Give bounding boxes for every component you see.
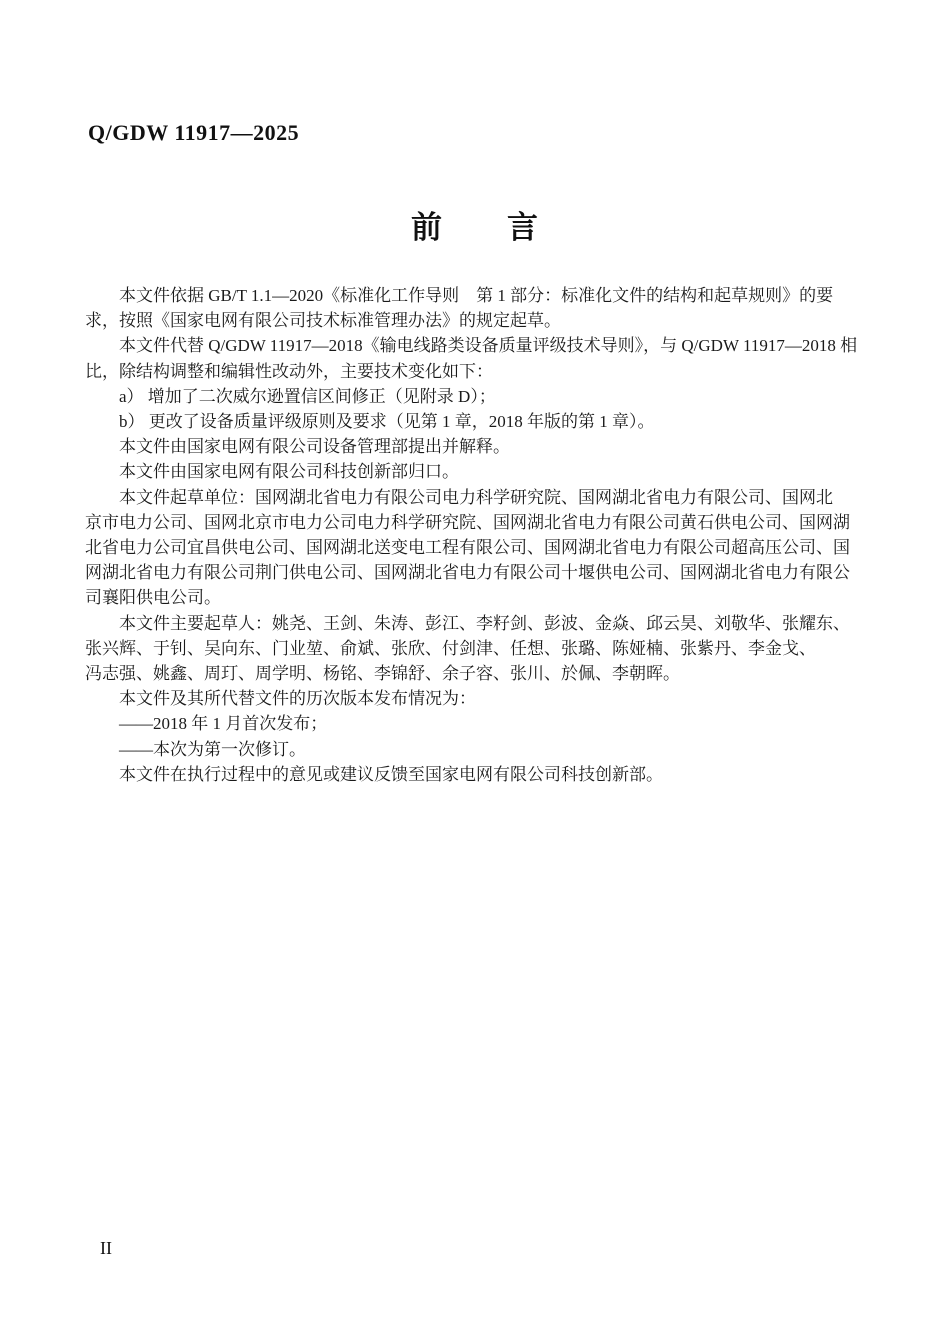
body-line-history: 本文件及其所代替文件的历次版本发布情况为：	[85, 689, 476, 709]
body-line: 本文件由国家电网有限公司科技创新部归口。	[85, 462, 459, 482]
foreword-title: 前 言	[411, 210, 539, 245]
page-number: II	[100, 1238, 112, 1258]
body-line: 本文件由国家电网有限公司设备管理部提出并解释。	[85, 437, 510, 457]
body-line-drafting-units: 本文件起草单位：国网湖北省电力有限公司电力科学研究院、国网湖北省电力有限公司、国网北	[85, 487, 833, 507]
body-line-drafting-units: 网湖北省电力有限公司荆门供电公司、国网湖北省电力有限公司十堰供电公司、国网湖北省电力有限公	[85, 563, 850, 583]
body-line-drafting-units: 北省电力公司宜昌供电公司、国网湖北送变电工程有限公司、国网湖北省电力有限公司超高压公司、国	[85, 538, 850, 558]
body-line-history: ——本次为第一次修订。	[85, 739, 306, 759]
foreword-body	[85, 283, 867, 787]
body-line-change-a: a） 增加了二次威尔逊置信区间修正（见附录 D）；	[85, 386, 496, 406]
body-line-drafters: 张兴辉、于钊、吴向东、门业堃、俞斌、张欣、付剑津、任想、张璐、陈娅楠、张紫丹、李金戈、	[85, 638, 816, 658]
body-line: 比，除结构调整和编辑性改动外，主要技术变化如下：	[85, 361, 493, 381]
body-line-history: ——2018 年 1 月首次发布；	[85, 714, 328, 734]
body-line: 本文件代替 Q/GDW 11917—2018《输电线路类设备质量评级技术导则》，与 Q/GDW 11917—2018 相	[85, 336, 858, 356]
body-line: 本文件依据 GB/T 1.1—2020《标准化工作导则 第 1 部分：标准化文件的结构和起草规则》的要	[85, 286, 834, 305]
body-line-change-b: b） 更改了设备质量评级原则及要求（见第 1 章，2018 年版的第 1 章）。	[85, 412, 655, 432]
body-line-drafting-units: 京市电力公司、国网北京市电力公司电力科学研究院、国网湖北省电力有限公司黄石供电公司、国网湖	[85, 512, 850, 532]
standard-number-header: Q/GDW 11917—2025	[88, 120, 300, 145]
body-line-drafting-units: 司襄阳供电公司。	[85, 588, 221, 608]
body-line: 求，按照《国家电网有限公司技术标准管理办法》的规定起草。	[85, 311, 561, 331]
body-line-drafters: 本文件主要起草人：姚尧、王剑、朱涛、彭江、李籽剑、彭波、金焱、邱云昊、刘敬华、张耀东、	[85, 613, 850, 633]
body-line-drafters: 冯志强、姚鑫、周玎、周学明、杨铭、李锦舒、余子容、张川、於佩、李朝晖。	[85, 664, 680, 684]
body-line-feedback: 本文件在执行过程中的意见或建议反馈至国家电网有限公司科技创新部。	[85, 764, 663, 784]
